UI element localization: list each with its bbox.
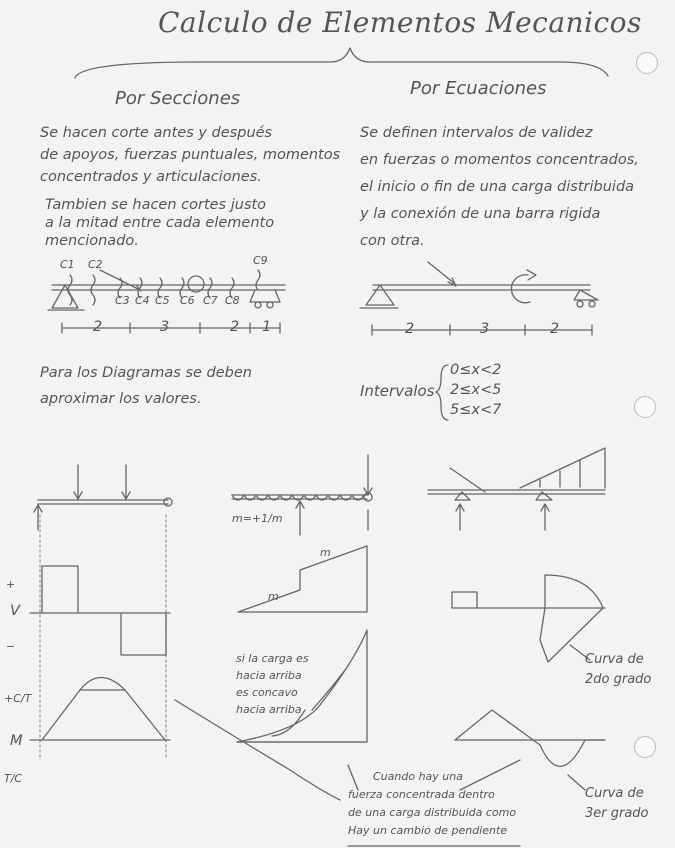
concave-note (236, 650, 309, 718)
m-label: M (10, 733, 23, 749)
v-positive: + (6, 578, 16, 591)
v-label: V (10, 603, 20, 619)
v-negative: − (6, 640, 16, 653)
text-line: Hay un cambio de pendiente (348, 824, 508, 837)
sections-paragraph-2 (45, 196, 274, 250)
dim-label: 1 (262, 319, 272, 335)
text-line: aproximar los valores. (40, 391, 202, 407)
m-negative: T/C (4, 772, 23, 785)
m-positive: +C/T (4, 692, 32, 705)
text-line: concentrados y articulaciones. (40, 169, 262, 185)
heading-ecuaciones: Por Ecuaciones (410, 78, 547, 99)
text-line: hacia arriba (236, 669, 302, 682)
text-line: Curva de (585, 786, 644, 801)
diagram-note (40, 360, 252, 412)
beam-label: C9 (253, 254, 268, 267)
dim-label: 3 (160, 319, 170, 335)
text-line: con otra. (360, 233, 425, 249)
beam-label: C7 (203, 294, 218, 307)
note-arrow (568, 775, 585, 790)
curve-3-note (585, 784, 649, 824)
text-line: fuerza concentrada dentro (348, 788, 495, 801)
interval: 2≤x<5 (450, 382, 502, 398)
heading-secciones: Por Secciones (115, 88, 241, 109)
beam-1-diagrams (30, 465, 172, 760)
intervals-list (450, 360, 501, 420)
text-line: Para los Diagramas se deben (40, 365, 252, 381)
beam-label: C3 (115, 294, 130, 307)
slope-label: m (268, 590, 279, 603)
intervals-label: Intervalos (360, 382, 435, 400)
text-line: el inicio o fin de una carga distribuida (360, 179, 635, 195)
slope-label: m (320, 546, 331, 559)
text-line: y la conexión de una barra rigida (360, 206, 601, 222)
beam-3-diagrams (428, 448, 605, 766)
dim-label: 2 (93, 319, 103, 335)
dim-label: 3 (480, 321, 490, 337)
text-line: 3er grado (585, 806, 649, 821)
text-line: hacia arriba (236, 703, 302, 716)
text-line: 2do grado (585, 672, 652, 687)
beam-label: C2 (88, 258, 103, 271)
text-line: Tambien se hacen cortes justo (45, 197, 267, 213)
text-line: Se definen intervalos de validez (360, 125, 593, 141)
beam-label: C5 (155, 294, 170, 307)
text-line: Cuando hay una (373, 770, 463, 783)
interval: 5≤x<7 (450, 402, 502, 418)
text-line: mencionado. (45, 233, 139, 249)
load-label: m=+1/m (232, 512, 283, 525)
text-line: a la mitad entre cada elemento (45, 215, 275, 231)
equations-paragraph (360, 120, 639, 255)
beam-label: C1 (60, 258, 75, 271)
text-line: es concavo (236, 686, 298, 699)
text-line: si la carga es (236, 652, 309, 665)
dim-label: 2 (230, 319, 240, 335)
text-line: de apoyos, fuerzas puntuales, momentos (40, 147, 341, 163)
dim-label: 2 (405, 321, 415, 337)
page-title: Calculo de Elementos Mecanicos (158, 6, 642, 39)
text-line: Se hacen corte antes y después (40, 125, 273, 141)
beam-label: C6 (180, 294, 195, 307)
concentrated-note (348, 768, 516, 840)
text-line: Curva de (585, 652, 644, 667)
beam-label: C8 (225, 294, 240, 307)
text-line: de una carga distribuida como (348, 806, 517, 819)
dim-label: 2 (550, 321, 560, 337)
sections-paragraph-1 (40, 122, 340, 188)
text-line: en fuerzas o momentos concentrados, (360, 152, 639, 168)
interval: 0≤x<2 (450, 362, 502, 378)
title-brace (75, 48, 608, 78)
curve-2-note (585, 650, 651, 690)
beam-label: C4 (135, 294, 150, 307)
